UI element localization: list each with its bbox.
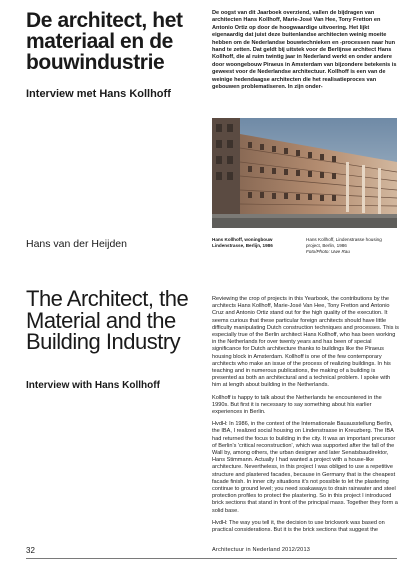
footer-rule [26, 558, 397, 559]
dutch-subtitle: Interview met Hans Kollhoff [26, 88, 171, 100]
journal-title: Architectuur in Nederland 2012/2013 [212, 547, 311, 553]
photo-credit: Foto/Photo: Uwe Rau [306, 249, 350, 255]
english-subtitle: Interview with Hans Kollhoff [26, 380, 160, 391]
dutch-title: De architect, het materiaal en de bouwindustrie [26, 9, 183, 74]
building-photo [212, 118, 397, 228]
body-paragraph: HvdH: In 1986, in the context of the Internationale Bauausstellung Berlin, the IBA, I realized social housing on Lindenstrasse in Kreuzberg. The IBA had returned the focus to building in the city. It was an important precursor of Berlin's 'critical reconstruction', which was supported after the fall of the Wall by, among others, the urban designer and later Senatsbaudirektor, Hans Stimmann. Actually I had wanted a project with a house-like architecture. Nevertheless, in this project I was obliged to use a repetitive structure and plastered facades, because in Germany that is the cheapest facade finish. In inner city situations it's not possible to let the plastering continue to ground level; you need soakaways to drain rainwater and steel protection profiles to protect the plastering. So in this project I introduced brick sections that stand in front of the principal mass. Together they form a solid base. [212, 421, 398, 514]
body-paragraph: Reviewing the crop of projects in this Yearbook, the contributions by the architects Hans Kollhoff, Marie-José Van Hee, Tony Fretton and Antonio Cruz and Antonio Ortiz stand out for the high quality of the execution. It seems curious that these particular foreign architects should have little difficulty manipulating Dutch construction techniques and processes. This is especially true of the Berlin architect Hans Kollhoff, who has been working in the Netherlands for over twenty years and has been of special significance for Dutch architecture thanks to buildings like the Piraeus housing block in Amsterdam. Kollhoff is one of the few contemporary architects who make an issue of the process of realizing buildings. In his teaching and in numerous publications, the making of a building is presented as both an architectural and a technical problem. I spoke with him at length about building in the Netherlands. [212, 296, 399, 389]
dutch-intro: De oogst van dit Jaarboek overziend, vallen de bijdragen van architecten Hans Kollhoff, Marie-José Van Hee, Tony Fretton en Antonio Ortiz op door de hoogwaardige uitvoering. Het lijkt eigenaardig dat juist deze buitenlandse architecten weinig moeite hebben om de Nederlandse bouwtechnieken en -processen naar hun hand te zetten. Dat geldt bij uitstek voor de Berlijnse architect Hans Kollhoff, die al ruim twintig jaar in Nederland werkt en onder andere door woongebouw Piraeus in Amsterdam van bijzondere betekenis is geweest voor de Nederlandse architectuur. Kollhoff is een van de weinige hedendaagse architecten die het realisatieproces van gebouwen problematiseren. In zijn onder- [212, 10, 397, 91]
body-paragraph: HvdH: The way you tell it, the decision to use brickwork was based on practical considerations. But it is the brick sections that suggest the [212, 519, 385, 534]
photo-caption-dutch: Hans Kollhoff, woningbouw Lindenstrasse, Berlijn, 1986 [212, 237, 273, 249]
author-name: Hans van der Heijden [26, 238, 127, 250]
english-title: The Architect, the Material and the Building Industry [26, 286, 189, 354]
page-number: 32 [26, 546, 35, 555]
photo-caption-english-text: Hans Kollhoff, Lindenstrasse housing project, Berlin, 1986 [306, 237, 382, 249]
body-paragraph: Kollhoff is happy to talk about the Netherlands he encountered in the 1990s. But first it is necessary to say something about his earlier experiences in Berlin. [212, 394, 382, 416]
english-body [212, 296, 399, 539]
photo-caption-english [306, 237, 398, 256]
